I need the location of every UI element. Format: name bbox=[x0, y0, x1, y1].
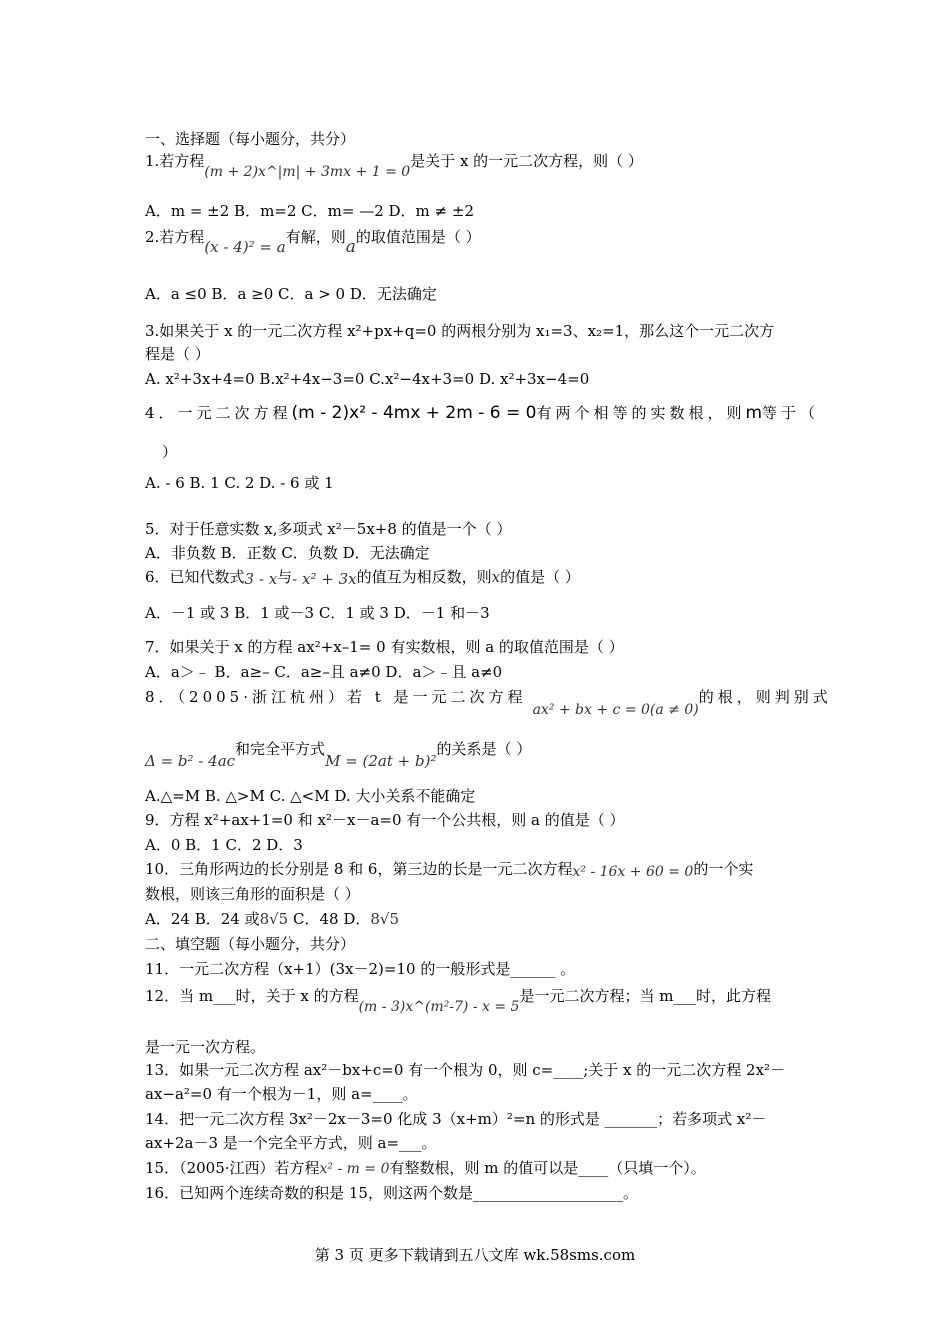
q10-tail: 的一个实 bbox=[693, 860, 754, 878]
question-4-options: A. - 6 B. 1 C. 2 D. - 6 或 1 bbox=[145, 474, 334, 492]
q6-stem: 6．已知代数式 bbox=[145, 568, 245, 586]
q8-stem: 8．（2005·浙江杭州）若 t 是一元二次方程 bbox=[145, 688, 527, 706]
q2-equation: (x - 4)² = a bbox=[204, 238, 286, 256]
question-9-options: A．0 B．1 C．2 D．3 bbox=[145, 836, 303, 854]
q15-tail: 有整数根，则 m 的值可以是____（只填一个）。 bbox=[389, 1159, 706, 1177]
question-16: 16．已知两个连续奇数的积是 15，则这两个数是____________________。 bbox=[145, 1184, 638, 1202]
question-4 bbox=[145, 402, 820, 424]
q2-stem: 2.若方程 bbox=[145, 228, 205, 246]
section-heading-choice: 一、选择题（每小题分，共分） bbox=[145, 130, 356, 148]
question-1-options: A．m = ±2 B．m=2 C．m= —2 D．m ≠ ±2 bbox=[145, 202, 474, 220]
q6-mid: 与 bbox=[277, 568, 293, 586]
question-8 bbox=[145, 686, 832, 718]
section-heading-fill: 二、填空题（每小题分，共分） bbox=[145, 935, 356, 953]
question-14-line-1: 14．把一元二次方程 3x²－2x－3=0 化成 3（x+m）²=n 的形式是 _______；若多项式 x²－ bbox=[145, 1110, 767, 1128]
question-3-line-2: 程是（ ） bbox=[145, 345, 210, 363]
q4-tail: 有两个相等的实数根，则 bbox=[536, 404, 746, 422]
q8-discriminant: Δ = b² - 4ac bbox=[145, 752, 236, 770]
question-12-line-2: 是一元一次方程。 bbox=[145, 1038, 266, 1056]
q10-opts-a: A．24 B．24 或 bbox=[145, 910, 260, 928]
question-13-line-2: ax−a²=0 有一个根为－1，则 a=____。 bbox=[145, 1085, 418, 1103]
question-10-line-2: 数根，则该三角形的面积是（ ） bbox=[145, 885, 360, 903]
question-10-options bbox=[145, 908, 807, 930]
q12-equation: (m - 3)x^(m²-7) - x = 5 bbox=[358, 999, 520, 1015]
q1-stem: 1.若方程 bbox=[145, 152, 205, 170]
question-6-options: A．－1 或 3 B．1 或－3 C．1 或 3 D．－1 和－3 bbox=[145, 604, 490, 622]
question-2 bbox=[145, 226, 807, 257]
question-1 bbox=[145, 150, 807, 180]
q10-radical-1: 8√5 bbox=[259, 910, 289, 928]
question-3-line-1: 3.如果关于 x 的一元二次方程 x²+px+q=0 的两根分别为 x₁=3、x₂=1，那么这个一元二次方 bbox=[145, 322, 775, 340]
q8-equation: ax² + bx + c = 0(a ≠ 0) bbox=[532, 702, 699, 718]
q10-stem: 10．三角形两边的长分别是 8 和 6，第三边的长是一元二次方程 bbox=[145, 860, 573, 878]
question-4-paren: ） bbox=[162, 443, 178, 461]
question-5-options: A．非负数 B．正数 C．负数 D．无法确定 bbox=[145, 544, 430, 562]
question-8-options: A.△=M B. △>M C. △<M D. 大小关系不能确定 bbox=[145, 787, 476, 805]
q6-expr-2: - x² + 3x bbox=[292, 570, 357, 588]
q4-variable: m bbox=[745, 403, 763, 423]
q4-tail2: 等于（ bbox=[762, 404, 820, 422]
q1-tail: 是关于 x 的一元二次方程，则（ ） bbox=[410, 152, 643, 170]
question-13-line-1: 13．如果一元二次方程 ax²－bx+c=0 有一个根为 0，则 c=____;关于 x 的一元二次方程 2x²－ bbox=[145, 1061, 786, 1079]
question-8-line-2 bbox=[145, 738, 807, 770]
question-15 bbox=[145, 1157, 807, 1180]
q12-tail: 是一元二次方程；当 m___时，此方程 bbox=[519, 987, 771, 1005]
question-12 bbox=[145, 985, 807, 1015]
question-5: 5．对于任意实数 x,多项式 x²－5x+8 的值是一个（ ） bbox=[145, 520, 512, 538]
q10-opts-b: C．48 D． bbox=[288, 910, 371, 928]
q6-tail2: 的值是（ ） bbox=[500, 568, 580, 586]
q6-variable: x bbox=[491, 568, 501, 586]
question-6 bbox=[145, 566, 807, 588]
question-11: 11．一元二次方程（x+1）(3x－2)=10 的一般形式是______ 。 bbox=[145, 960, 576, 978]
question-7-options: A．a＞﹣ B．a≥– C．a≥–且 a≠0 D．a＞﹣且 a≠0 bbox=[145, 663, 503, 681]
q4-stem: 4．一元二次方程 bbox=[145, 404, 292, 422]
q8-square: M = (2at + b)² bbox=[325, 752, 437, 770]
q8-mid: 和完全平方式 bbox=[235, 740, 326, 758]
q4-equation: (m - 2)x² - 4mx + 2m - 6 = 0 bbox=[291, 403, 537, 423]
q12-stem: 12．当 m___时，关于 x 的方程 bbox=[145, 987, 359, 1005]
q2-tail2: 的取值范围是（ ） bbox=[355, 228, 481, 246]
question-10-line-1 bbox=[145, 858, 807, 881]
q15-equation: x² - m = 0 bbox=[319, 1161, 390, 1177]
q8-tail: 的根，则判别式 bbox=[698, 688, 832, 706]
q2-variable: a bbox=[345, 237, 356, 257]
q10-radical-2: 8√5 bbox=[370, 910, 400, 928]
question-9: 9．方程 x²+ax+1=0 和 x²－x－a=0 有一个公共根，则 a 的值是（ ） bbox=[145, 811, 625, 829]
question-3-options: A. x²+3x+4=0 B.x²+4x−3=0 C.x²−4x+3=0 D. x²+3x−4=0 bbox=[145, 370, 590, 388]
page-footer: 第 3 页 更多下载请到五八文库 wk.58sms.com bbox=[314, 1246, 636, 1264]
q10-equation: x² - 16x + 60 = 0 bbox=[572, 864, 694, 880]
question-2-options: A．a ≤0 B．a ≥0 C．a > 0 D．无法确定 bbox=[145, 285, 437, 303]
q8-tail2: 的关系是（ ） bbox=[436, 740, 532, 758]
q2-tail: 有解，则 bbox=[285, 228, 346, 246]
question-7: 7．如果关于 x 的方程 ax²+x–1= 0 有实数根，则 a 的取值范围是（ ） bbox=[145, 638, 624, 656]
question-14-line-2: ax+2a－3 是一个完全平方式，则 a=___。 bbox=[145, 1134, 437, 1152]
q15-stem: 15．（2005·江西）若方程 bbox=[145, 1159, 320, 1177]
q6-expr-1: 3 - x bbox=[244, 570, 278, 588]
q6-tail: 的值互为相反数，则 bbox=[356, 568, 492, 586]
q1-equation: (m + 2)x^|m| + 3mx + 1 = 0 bbox=[204, 164, 411, 180]
